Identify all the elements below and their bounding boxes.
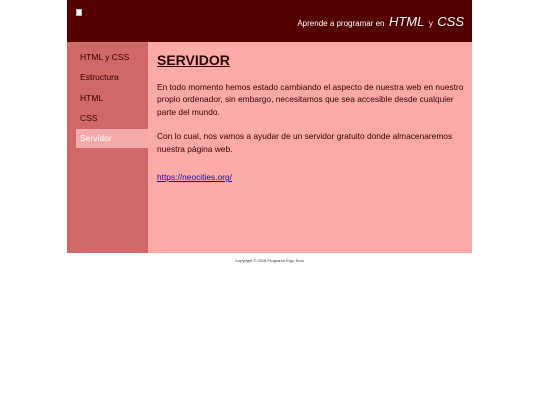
sidebar-item-html-y-css[interactable]: HTML y CSS bbox=[80, 52, 130, 62]
page-container bbox=[67, 0, 472, 263]
sidebar-nav bbox=[67, 42, 148, 253]
site-header bbox=[67, 0, 472, 42]
tagline-prefix: Aprende a programar en bbox=[297, 19, 385, 28]
page-title: SERVIDOR bbox=[157, 52, 230, 68]
main-content bbox=[148, 42, 472, 253]
sidebar-item-servidor[interactable]: Servidor bbox=[76, 129, 148, 148]
footer-copyright: Copyright © 2018 Programo Ergo Sum bbox=[235, 258, 304, 263]
broken-image-icon bbox=[76, 9, 82, 16]
paragraph-server: Con lo cual, nos vamos a ayudar de un servidor gratuito donde almacenaremos nuestra página web. bbox=[157, 131, 453, 154]
paragraph-intro: En todo momento hemos estado cambiando el aspecto de nuestra web en nuestro propio ordenador, sin embargo, necesitamos que sea accesible desde cualquier parte del mundo. bbox=[157, 82, 464, 117]
sidebar-item-html[interactable]: HTML bbox=[80, 92, 104, 103]
tagline-css: CSS bbox=[437, 14, 464, 29]
content-area bbox=[67, 42, 472, 253]
sidebar-item-css[interactable]: CSS bbox=[80, 112, 98, 123]
tagline-conjunction: y bbox=[428, 19, 433, 28]
site-tagline bbox=[297, 13, 464, 31]
tagline-html: HTML bbox=[388, 14, 425, 29]
sidebar-item-estructura[interactable]: Estructura bbox=[80, 72, 119, 83]
neocities-link[interactable]: https://neocities.org/ bbox=[157, 172, 232, 183]
